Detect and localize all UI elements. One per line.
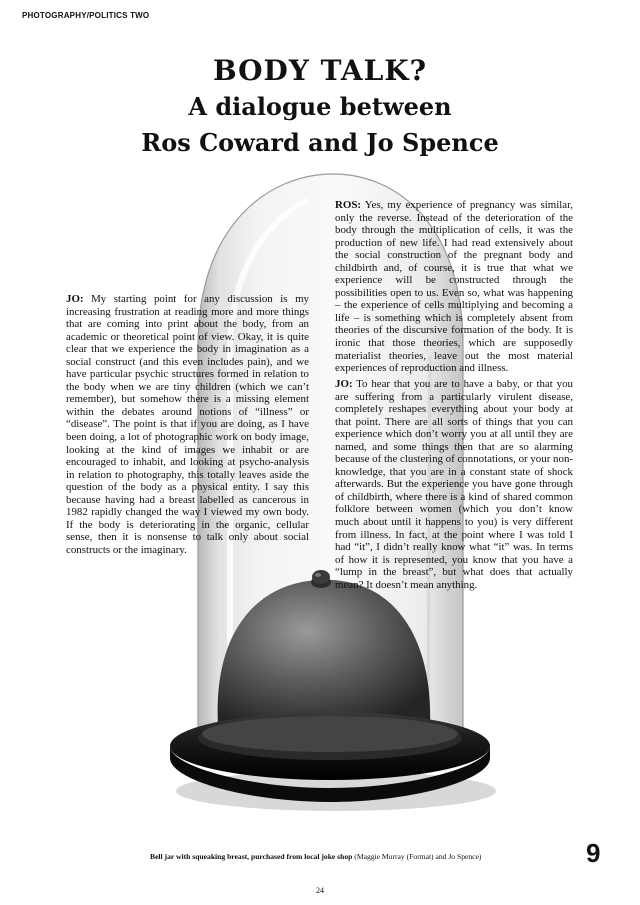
section-number: 9 (586, 838, 601, 868)
title-line-1: BODY TALK? (212, 54, 428, 87)
paragraph-text: My starting point for any discussion is my increasing frustration at reading more and more things that are coming into print about the body, from an academic or theoretical point of view. Okay, it is quite clear that we experience the body in imagination as a social construct (and this even includes pain), and we have particular psychic structures formed in relation to the body when we are tiny children (which we can’t remember), but somehow there is a missing element within the debates around notions of “illness” or “disease”. The point is that if you are doing, as I have been doing, a lot of photographic work on body image, looking at the kind of images we inhabit or are encouraged to inhabit, and looking at psycho-analysis in relation to photography, this totally leaves aside the question of the body as a physical entity. I say this because having had a breast labelled as cancerous in 1982 rapidly changed the way I viewed my own body. If the body is deteriorating in the organic, cellular sense, then it is nonsense to talk only about social constructs or the imaginary. (66, 293, 309, 556)
running-head: PHOTOGRAPHY/POLITICS TWO (22, 11, 150, 20)
right-column-paragraph-1 (335, 199, 573, 375)
paragraph-text: Yes, my experience of pregnancy was similar, only the reverse. Instead of the deterioration of the body through the multiplication of cells, it was the production of new life. I had read extensively about the social construction of the pregnant body and childbirth and, of course, it is true that what we experience will be constructed through the possibilities open to us. Even so, what was happening – the experience of cells multiplying and becoming a life – is something which is completely absent from theories of the discursive formation of the body. It is ironic that those theories, which are supposedly materialist theories, leave out the most material experiences of reproduction and illness. (335, 199, 573, 375)
title-line-2: A dialogue between (188, 92, 452, 121)
caption-credit: (Maggie Murray (Format) and Jo Spence) (352, 852, 482, 861)
paragraph-text: To hear that you are to have a baby, or that you are suffering from a particularly virulent disease, completely reshapes everything about your body at that point. There are all sorts of things that you can experience which don’t worry you at all until they are named, and some things then that are so alarming because of the clustering of connotations, or your non-knowledge, that you are in a constant state of shock afterwards. But the experience you have gone through of childbirth, where there is a kind of shared common folklore between women (which you don’t know much about until it happens to you) is very different from illness. In fact, at the point where I was told I had “it”, I didn’t really know what “it” was. In terms of how it is represented, you know that you have a “lump in the breast”, but what does that actually mean? It doesn’t mean anything. (335, 378, 574, 591)
left-column (66, 293, 309, 556)
photo-caption (150, 852, 570, 861)
right-column-paragraph-2 (335, 378, 573, 591)
page-number: 24 (316, 886, 324, 895)
right-paragraph-2 (335, 378, 573, 591)
right-paragraph-1 (335, 199, 573, 375)
speaker-label: ROS: (335, 199, 362, 211)
speaker-label: JO: (66, 293, 84, 305)
speaker-label: JO: (335, 378, 353, 390)
caption-title: Bell jar with squeaking breast, purchased from local joke shop (150, 852, 353, 861)
left-paragraph (66, 293, 309, 556)
title-line-3: Ros Coward and Jo Spence (141, 128, 499, 157)
